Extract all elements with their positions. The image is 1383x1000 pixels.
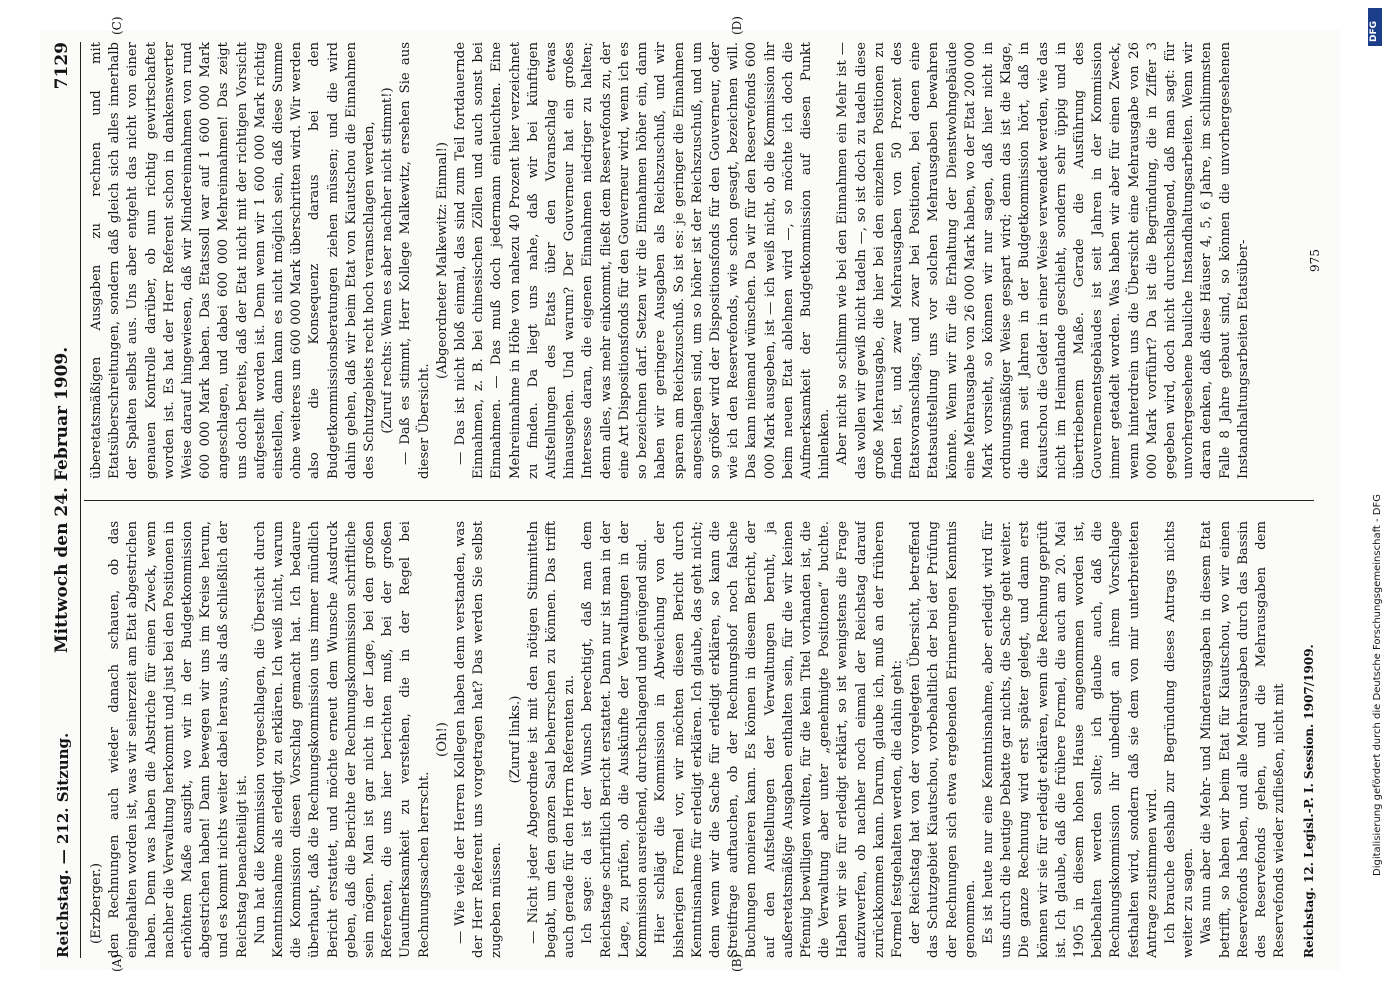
interjection: (Abgeordneter Malkewitz: Einmal!) [434,141,450,380]
margin-marker-d: (D) [730,16,744,35]
page-header [48,42,78,958]
paragraph: Was nun aber die Mehr- und Minderausgaben in diesem Etat betrifft, so haben wir beim Etat für Kiautschou, wo wir einen Reservefonds haben, und alle Mehrausgaben durch das Bassin des Reservefonds gehen, und die Mehrausgaben dem Reservefonds wieder zufließen, nicht mit [1199,521,1288,958]
signature-number: 975 [1308,249,1322,272]
header-page-number: 7129 [52,42,72,90]
paragraph: — Nicht jeder Abgeordnete ist mit den nötigen Stimmitteln begabt, um den ganzen Saal beherrschen zu können. Das trifft auch gerade für den Herrn Referenten zu. [525,521,578,958]
paragraph: Ich sage: da ist der Wunsch berechtigt, daß man dem Reichstage schriftlich Bericht erstattet. Dann nur ist man in der Lage, zu prüfen, ob die Auskünfte der Verwaltungen in der Kommission ausreichend, durchschlagend und genügend sind. [580,521,651,958]
interjection: (Zuruf links.) [507,695,523,784]
margin-marker-a: (A) [110,953,124,972]
header-rule [80,42,81,958]
margin-marker-c: (C) [110,16,124,35]
paragraph: Ich brauche deshalb zur Begründung dieses Antrags nichts weiter zu sagen. [1162,521,1197,958]
paragraph: — Das ist nicht bloß einmal, das sind zum Teil fortdauernde Einnahmen, z. B. bei chinesischen Zöllen und auch sonst bei Einnahmen. — Das muß doch jedermann einleuchten. Eine Mehreinnahme in Höhe von nahezu 40 Prozent hier verzeichnet zu finden. Da liegt uns nahe, daß wir bei künftigen Aufstellungen des Etats über den Voranschlag etwas hinausgehen. Und warum? Der Gouverneur hat ein großes Interesse daran, die eigenen Einnahmen niedriger zu halten; denn alles, was mehr einkommt, fließt dem Reservefonds zu, der eine Art Dispositionsfonds für den Gouverneur wird, wenn ich es so bezeichnen darf. Setzen wir die Einnahmen höher ein, dann haben wir geringere Ausgaben als Reichszuschuß, und wir sparen am Reichszuschuß. So ist es: je geringer die Einnahmen angeschlagen sind, um so höher ist der Reichszuschuß, und um so größer wird der Dispositionsfonds für den Gouverneur, oder wie ich den Reservefonds, wie schon gesagt, bezeichnen will. Das kann niemand wünschen. Da wir für den Reservefonds 600 000 Mark ausgeben, ist — ich weiß nicht, ob die Kommission ihr beim neuen Etat ablehnen wird —, so möchte ich doch die Aufmerksamkeit der Budgetkommission auf diesen Punkt hinlenken. [453,42,833,479]
column-divider [84,500,1314,501]
paragraph: den Rechnungen auch wieder danach schauen, ob das eingehalten worden ist, was wir seinerzeit am Etat abgestrichen haben. Denn was haben die Abstriche für einen Zweck, wenn nachher die Verwaltung herkommt und just bei den Positionen in erhöhtem Maße ausgibt, wo wir in der Budgetkommission abgestrichen haben! Dann bewegen wir uns im Kreise herum, und es kommt nichts weiter dabei heraus, als daß schließlich der Reichstag benachteiligt ist. [107,521,250,958]
paragraph: Es ist heute nur eine Kenntnisnahme, aber erledigt wird für uns durch die heutige Debatte gar nichts, die Sache geht weiter. Die ganze Rechnung wird erst später gelegt, und dann erst können wir sie für erledigt erklären, wenn die Rechnung geprüft ist. Ich glaube, daß die frühere Formel, die auch am 20. Mai 1905 in diesem hohen Hause angenommen worden ist, beibehalten werden sollte; ich glaube auch, daß die Rechnungskommission ihr unbedingt an ihrem Vorschlage festhalten wird, sondern daß sie dem von mir unterbreiteten Antrage zustimmen wird. [980,521,1160,958]
paragraph: — Daß es stimmt, Herr Kollege Malkewitz, ersehen Sie aus dieser Übersicht. [398,42,432,479]
interjection: (Zuruf rechts: Wenn es aber nachher nicht stimmt!) [380,87,396,434]
right-column [88,42,1318,479]
interjection: (Oh!) [434,722,450,757]
margin-marker-b: (B) [730,953,744,972]
quoted-formula: der Reichstag hat von der vorgelegten Übersicht, betreffend das Schutzgebiet Kiautschou, vorbehaltlich der bei der Prüfung der Rechnungen sich etwa ergebenden Erinnerungen Kenntnis genommen. [908,521,978,958]
header-left: Reichstag. — 212. Sitzung. [54,732,72,958]
document-page [40,16,1340,972]
speaker-name: (Erzberger.) [89,862,104,944]
dfg-logo: DFG [1368,8,1382,46]
paragraph: überetatsmäßigen Ausgaben zu rechnen und mit Etatsüberschreitungen, sondern daß gleich sich alles innerhalb der Spalten selbst aus. Uns aber entgeht das nicht von einer genauen Kontrolle darüber, ob nun richtig gewirtschaftet worden ist. Es hat der Herr Referent schon in dankenswerter Weise darauf hingewiesen, daß wir Mindereinnahmen von rund 600 000 Mark haben. Das Etatssoll war auf 1 600 000 Mark angeschlagen, und dabei 600 000 Mehreinnahmen! Das zeigt uns doch bereits, daß der Etat nicht mit der richtigen Vorsicht aufgestellt worden ist. Denn wenn wir 1 600 000 Mark richtig einstellen, dann kann es nicht möglich sein, daß diese Summe ohne weiteres um 600 000 Mark überschritten wird. Wir werden also die Konsequenz daraus bei den Budgetkommissionsberatungen ziehen müssen; und die wird dahin gehen, daß wir beim Etat von Kiautschou die Einnahmen des Schutzgebiets recht hoch veranschlagen werden, [89,42,378,479]
paragraph: — Wie viele der Herren Kollegen haben denn verstanden, was der Herr Referent uns vorgetragen hat? Das werden Sie selbst zugeben müssen. [453,521,505,958]
page-footer: Reichstag. 12. Legisl.-P. I. Session. 1907/1909. [1302,644,1316,958]
paragraph: Nun hat die Kommission vorgeschlagen, die Übersicht durch Kenntnisnahme als erledigt zu erklären. Ich weiß nicht, warum die Kommission diesen Vorschlag gemacht hat. Ich bedaure überhaupt, daß die Rechnungskommission uns immer mündlich Bericht erstattet, und möchte erneut dem Wunsche Ausdruck geben, daß die Berichte der Rechnungskommission schriftliche sein mögen. Man ist gar nicht in der Lage, bei den großen Referenten, die uns hier berichten muß, bei der großen Unaufmerksamkeit zu verstehen, die in der Regel bei Rechnungssachen herrscht. [252,521,432,958]
left-column [88,521,1318,958]
paragraph: Aber nicht so schlimm wie bei den Einnahmen ein Mehr ist — das wollen wir gewiß nicht tadeln —, so ist doch zu tadeln diese große Mehrausgabe, die hier bei den einzelnen Positionen zu finden ist, und zwar Mehrausgaben von 50 Prozent des Etatsvoranschlags, und zwar bei Positionen, bei denen eine Etatsaufstellung uns vor solchen Mehrausgaben bewahren könnte. Wenn wir für die Erhaltung der Dienstwohngebäude eine Mehrausgabe von 26 000 Mark haben, wo der Etat 200 000 Mark vorsieht, so können wir nur sagen, daß hier nicht in ordnungsmäßiger Weise gespart wird; denn das ist die Klage, die man seit Jahren in der Budgetkommission hört, daß in Kiautschou die Gelder in einer Weise verwendet werden, wie das nicht im Heimatlande geschieht, sondern sehr üppig und in übertriebenem Maße. Gerade die Ausführung des Gouvernementsgebäudes ist seit Jahren in der Kommission immer getadelt worden. Was haben wir aber für einen Zweck, wenn hinterdrein uns die Übersicht eine Mehrausgabe von 26 000 Mark vorführt? Da ist die Begründung, die in Ziffer 3 gegeben wird, doch nicht durchschlagend, daß man sagt: für unvorhergesehene bauliche Instandhaltungsarbeiten. Wenn wir daran denken, daß diese Häuser 4, 5, 6 Jahre, im schlimmsten Falle 8 Jahre gebaut sind, so können die unvorhergesehenen Instandhaltungsarbeiten Etatsüber- [835,42,1251,479]
paragraph: Hier schlägt die Kommission in Abweichung von der bisherigen Formel vor, wir möchten diesen Bericht durch Kenntnisnahme für erledigt erklären. Ich glaube, das geht nicht; denn wenn wir die Sache für erledigt erklären, so kann die Streitfrage auftauchen, ob der Rechnungshof noch falsche Buchungen monieren kann. Es können in diesem Bericht, der auf den Aufstellungen der Verwaltungen beruht, ja außeretatsmäßige Ausgaben enthalten sein, für die wir keinen Pfennig bewilligen wollten, für die kein Titel vorhanden ist, die die Verwaltung aber unter „genehmigte Positionen“ buchte. Haben wir sie für erledigt erklärt, so ist wenigstens die Frage aufzuwerfen, ob nachher noch einmal der Reichstag darauf zurückkommen kann. Darum, glaube ich, muß an der früheren Formel festgehalten werden, die dahin geht: [653,521,905,958]
digitization-note: Digitalisierung gefördert durch die Deutsche Forschungsgemeinschaft - DFG [1372,493,1383,876]
header-date: Mittwoch den 24. Februar 1909. [52,346,72,654]
